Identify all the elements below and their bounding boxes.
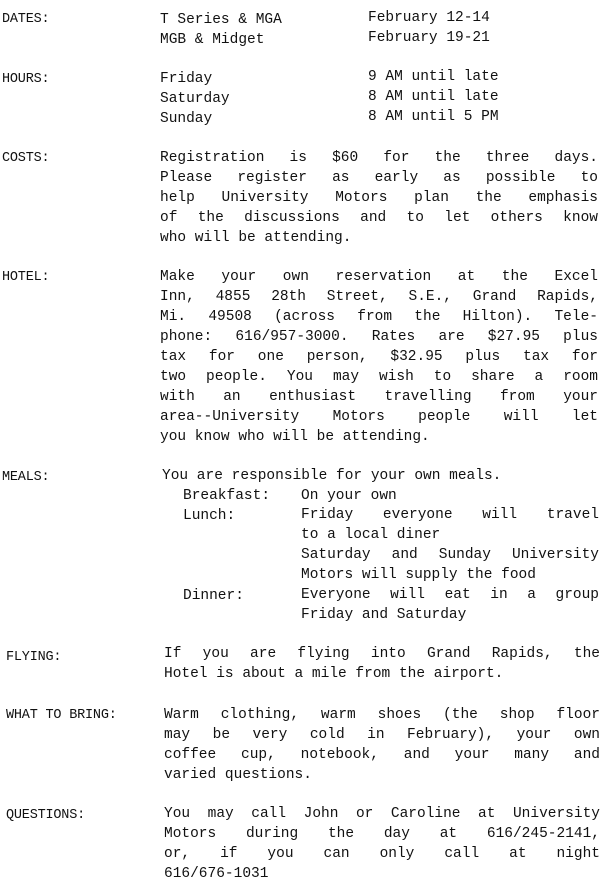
hours-label: HOURS: (2, 72, 50, 87)
meals-lunch-label: Lunch: (183, 508, 236, 524)
hours-day-3: Sunday (160, 111, 213, 127)
questions-label: QUESTIONS: (6, 808, 86, 823)
costs-paragraph (160, 148, 598, 248)
hotel-line: Make your own reservation at the Excel (160, 269, 598, 285)
dates-event-2: MGB & Midget (160, 32, 265, 48)
dates-event-1: T Series & MGA (160, 12, 282, 28)
costs-line: Registration is $60 for the three days. (160, 150, 598, 166)
meals-label: MEALS: (2, 470, 50, 485)
hotel-line: you know who will be attending. (160, 429, 430, 445)
meals-dinner-line: Everyone will eat in a group (301, 587, 599, 603)
costs-label: COSTS: (2, 151, 50, 166)
questions-line: or, if you can only call at night (164, 846, 600, 862)
hours-day-2: Saturday (160, 91, 230, 107)
costs-line: help University Motors plan the emphasis (160, 190, 598, 206)
flying-paragraph (164, 644, 600, 684)
what-to-bring-line: Warm clothing, warm shoes (the shop floor (164, 707, 600, 723)
hotel-line: tax for one person, $32.95 plus tax for (160, 349, 598, 365)
what-to-bring-line: may be very cold in February), your own (164, 727, 600, 743)
meals-breakfast-value: On your own (301, 488, 397, 504)
flying-line: If you are flying into Grand Rapids, the (164, 646, 600, 662)
questions-line: You may call John or Caroline at University (164, 806, 600, 822)
hours-time-1: 9 AM until late (368, 69, 499, 85)
meals-dinner-label: Dinner: (183, 588, 244, 604)
flying-line: Hotel is about a mile from the airport. (164, 666, 504, 682)
hours-time-2: 8 AM until late (368, 89, 499, 105)
meals-lunch-line: Saturday and Sunday University (301, 547, 599, 563)
hotel-line: phone: 616/957-3000. Rates are $27.95 plus (160, 329, 598, 345)
what-to-bring-line: coffee cup, notebook, and your many and (164, 747, 600, 763)
dates-date-2: February 19-21 (368, 30, 490, 46)
costs-line: Please register as early as possible to (160, 170, 598, 186)
hotel-label: HOTEL: (2, 270, 50, 285)
what-to-bring-line: varied questions. (164, 767, 312, 783)
questions-line: 616/676-1031 (164, 866, 269, 882)
dates-date-1: February 12-14 (368, 10, 490, 26)
hotel-line: Inn, 4855 28th Street, S.E., Grand Rapids, (160, 289, 598, 305)
hotel-line: with an enthusiast travelling from your (160, 389, 598, 405)
meals-lunch-line: Motors will supply the food (301, 567, 536, 583)
hours-time-3: 8 AM until 5 PM (368, 109, 499, 125)
costs-line: who will be attending. (160, 230, 352, 246)
dates-label: DATES: (2, 12, 50, 27)
meals-intro: You are responsible for your own meals. (162, 468, 502, 484)
hotel-line: area--University Motors people will let (160, 409, 598, 425)
hotel-line: Mi. 49508 (across from the Hilton). Tele- (160, 309, 598, 325)
what-to-bring-label: WHAT TO BRING: (6, 708, 117, 723)
questions-paragraph (164, 804, 600, 884)
hotel-line: two people. You may wish to share a room (160, 369, 598, 385)
meals-lunch-line: Friday everyone will travel (301, 507, 599, 523)
meals-lunch-details (301, 505, 599, 585)
hotel-paragraph (160, 267, 598, 447)
meals-breakfast-label: Breakfast: (183, 488, 271, 504)
meals-lunch-line: to a local diner (301, 527, 441, 543)
meals-dinner-line: Friday and Saturday (301, 607, 467, 623)
hours-day-1: Friday (160, 71, 213, 87)
questions-line: Motors during the day at 616/245-2141, (164, 826, 600, 842)
meals-dinner-details (301, 585, 599, 625)
costs-line: of the discussions and to let others know (160, 210, 598, 226)
what-to-bring-paragraph (164, 705, 600, 785)
flying-label: FLYING: (6, 650, 62, 665)
